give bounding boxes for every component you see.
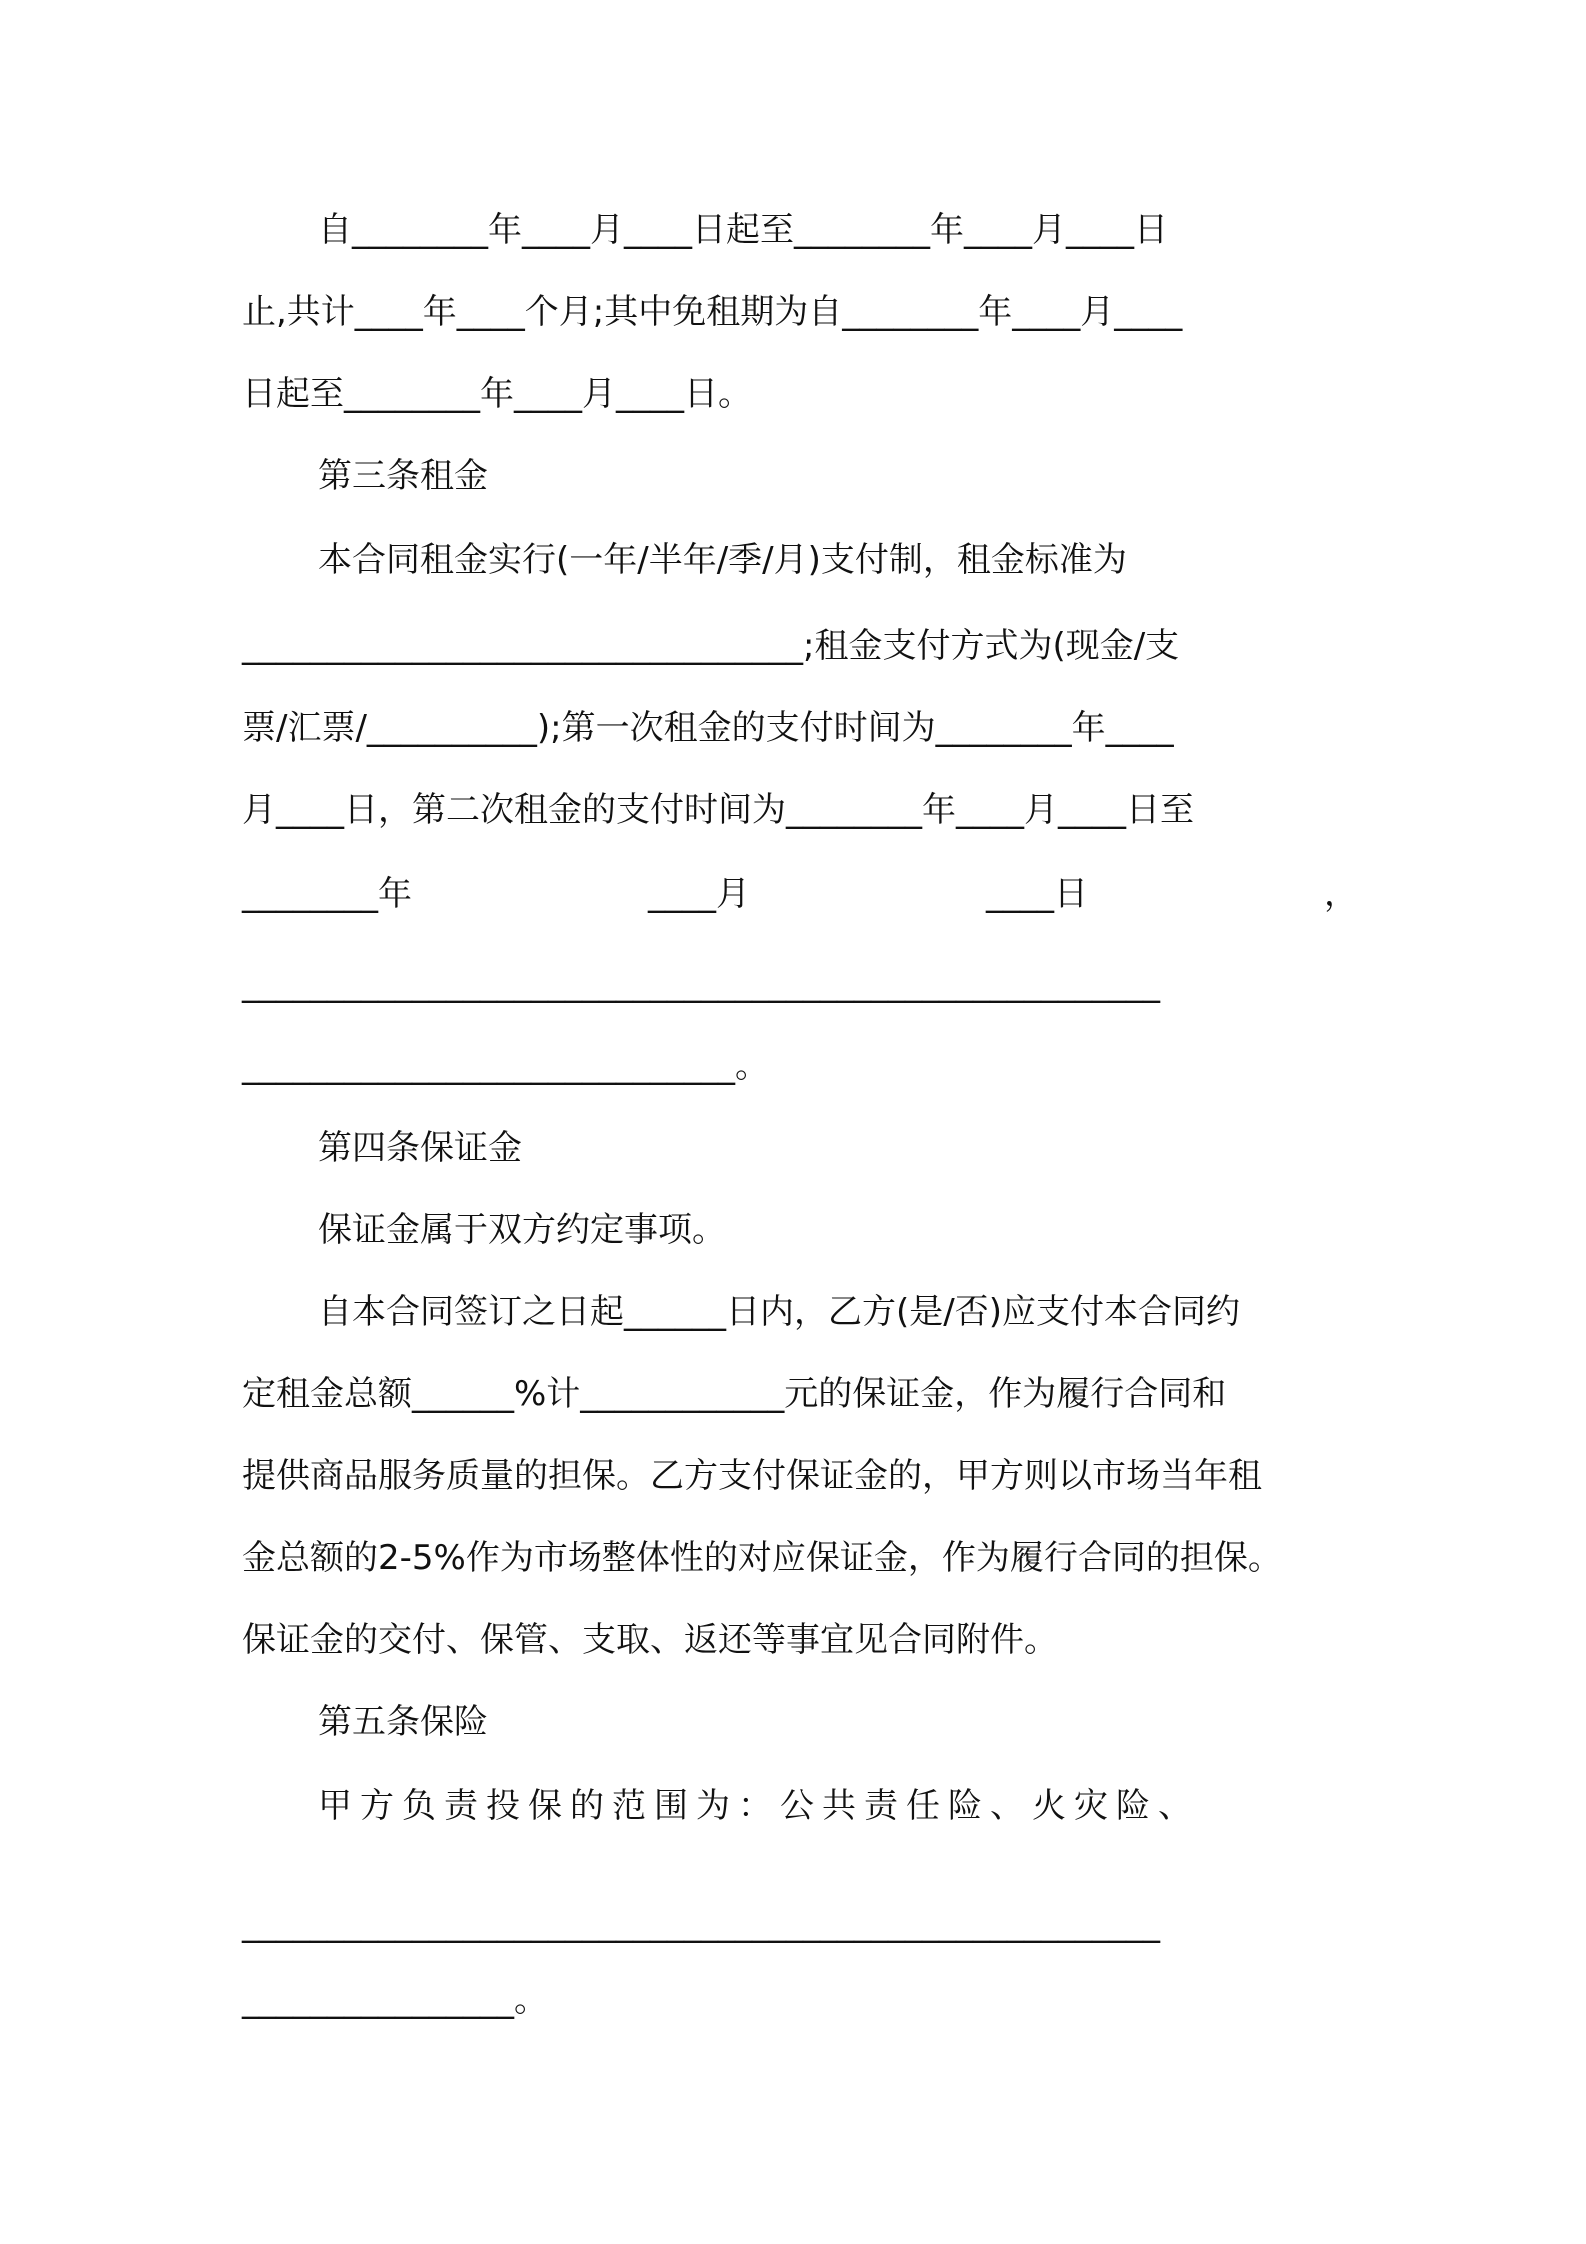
section-heading-insurance: 第五条保险 xyxy=(318,1702,488,1742)
text-line: 定租金总额______%计____________元的保证金，作为履行合同和 xyxy=(242,1374,1227,1414)
text-line: 甲方负责投保的范围为：公共责任险、火灾险、 xyxy=(318,1786,1200,1826)
text-line: 保证金的交付、保管、支取、返还等事宜见合同附件。 xyxy=(242,1620,1058,1660)
text-line: 止,共计____年____个月;其中免租期为自________年____月____ xyxy=(242,292,1183,332)
text-line: _________________________________;租金支付方式为(现金/支 xyxy=(242,626,1180,666)
text-line: ______________________________________________________ xyxy=(242,1904,1160,1944)
text-line: ______________________________________________________ xyxy=(242,964,1160,1004)
text-fragment: ________年 xyxy=(242,874,412,914)
text-line: 票/汇票/__________);第一次租金的支付时间为________年____ xyxy=(242,708,1174,748)
text-line: 本合同租金实行(一年/半年/季/月)支付制，租金标准为 xyxy=(318,540,1127,580)
text-fragment: ____月 xyxy=(648,874,750,914)
text-fragment: ____日 xyxy=(986,874,1088,914)
section-heading-deposit: 第四条保证金 xyxy=(318,1128,522,1168)
text-fragment: ， xyxy=(1324,874,1358,914)
text-line: ________________。 xyxy=(242,1980,548,2020)
text-line: 日起至________年____月____日。 xyxy=(242,374,752,414)
text-line: 月____日，第二次租金的支付时间为________年____月____日至 xyxy=(242,790,1194,830)
text-line: 金总额的2-5%作为市场整体性的对应保证金，作为履行合同的担保。 xyxy=(242,1538,1282,1578)
text-line: 自________年____月____日起至________年____月____日 xyxy=(318,210,1168,250)
text-line: 保证金属于双方约定事项。 xyxy=(318,1210,726,1250)
text-line: 提供商品服务质量的担保。乙方支付保证金的，甲方则以市场当年租 xyxy=(242,1456,1262,1496)
text-line: _____________________________。 xyxy=(242,1046,769,1086)
section-heading-rent: 第三条租金 xyxy=(318,456,488,496)
text-line: 自本合同签订之日起______日内，乙方(是/否)应支付本合同约 xyxy=(318,1292,1240,1332)
text-line xyxy=(242,872,1358,916)
